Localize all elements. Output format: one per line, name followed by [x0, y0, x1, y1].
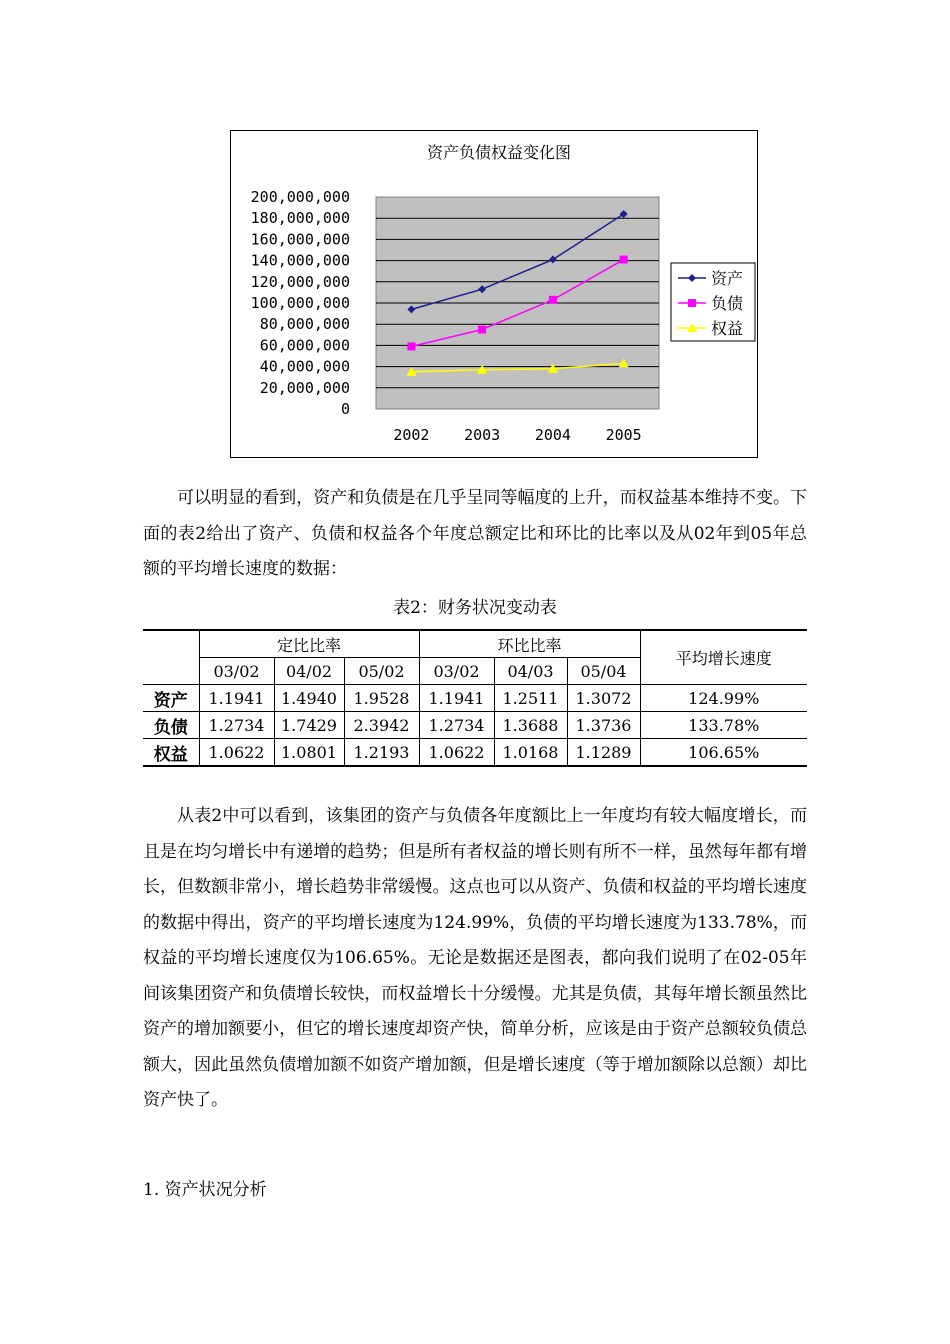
y-tick-label: 200,000,000	[250, 188, 350, 206]
paragraph-1: 可以明显的看到，资产和负债是在几乎呈同等幅度的上升，而权益基本维持不变。下面的表2给出了资产、负债和权益各个年度总额定比和环比的比率以及从02年到05年总额的平均增长速度的数据：	[143, 488, 807, 579]
y-tick-label: 60,000,000	[259, 336, 350, 355]
table-cell: 1.2734	[199, 712, 274, 739]
section-heading: 1. 资产状况分析	[143, 1180, 267, 1200]
line-chart	[230, 130, 758, 458]
subheader-cell: 03/02	[419, 658, 494, 685]
legend-label: 负债	[711, 294, 744, 313]
y-tick-label: 180,000,000	[250, 209, 350, 228]
row-label: 权益	[143, 739, 199, 767]
y-tick-label: 100,000,000	[250, 294, 350, 312]
header-fixed-ratio: 定比比率	[199, 630, 419, 658]
subheader-cell: 04/03	[494, 658, 567, 685]
header-chain-ratio: 环比比率	[419, 630, 640, 658]
table-cell: 1.0168	[494, 739, 567, 767]
data-point	[478, 326, 486, 334]
subheader-cell: 05/02	[344, 658, 419, 685]
table-cell: 1.0622	[419, 739, 494, 767]
row-label: 负债	[143, 712, 199, 739]
table-corner-cell	[143, 630, 199, 685]
y-axis-ticks	[251, 188, 350, 418]
y-tick-label: 40,000,000	[259, 357, 350, 376]
legend-label: 权益	[711, 319, 744, 338]
table-cell: 1.0622	[199, 739, 274, 767]
table-row-equity	[143, 739, 807, 767]
chart-svg	[231, 131, 759, 459]
data-point	[407, 342, 415, 350]
x-tick-label: 2005	[605, 426, 642, 444]
table-cell: 1.2734	[419, 712, 494, 739]
table-cell: 1.1289	[567, 739, 640, 767]
table-cell: 2.3942	[344, 712, 419, 739]
y-tick-label: 120,000,000	[250, 272, 350, 291]
paragraph-2: 从表2中可以看到，该集团的资产与负债各年度额比上一年度均有较大幅度增长，而且是在均匀增长中有递增的趋势；但是所有者权益的增长则有所不一样，虽然每年都有增长，但数额非常小，增长趋势非常缓慢。这点也可以从资产、负债和权益的平均增长速度的数据中得出，资产的平均增长速度为124.99%，负债的平均增长速度为133.78%，而权益的平均增长速度仅为106.65%。无论是数据还是图表，都向我们说明了在02-05年间该集团资产和负债增长较快，而权益增长十分缓慢。尤其是负债，其每年增长额虽然比资产的增加额要小，但它的增长速度却资产快，简单分析，应该是由于资产总额较负债总额大，因此虽然负债增加额不如资产增加额，但是增长速度（等于增加额除以总额）却比资产快了。	[143, 806, 807, 1110]
chart-title: 资产负债权益变化图	[426, 143, 572, 162]
table-cell-avg: 124.99%	[640, 685, 807, 712]
data-point	[620, 256, 628, 264]
table-cell: 1.1941	[199, 685, 274, 712]
table-header-row-1	[143, 630, 807, 658]
subheader-cell: 04/02	[274, 658, 344, 685]
table-cell: 1.4940	[274, 685, 344, 712]
table-cell: 1.2193	[344, 739, 419, 767]
table-row-assets	[143, 685, 807, 712]
table-row-liabilities	[143, 712, 807, 739]
y-tick-label: 0	[340, 400, 350, 418]
x-axis-ticks	[393, 426, 641, 444]
table-caption: 表2：财务状况变动表	[393, 598, 557, 618]
y-tick-label: 20,000,000	[259, 378, 350, 397]
table-cell-avg: 133.78%	[640, 712, 807, 739]
y-tick-label: 160,000,000	[250, 230, 350, 249]
table-cell: 1.1941	[419, 685, 494, 712]
data-point	[688, 299, 696, 307]
table-cell: 1.0801	[274, 739, 344, 767]
table-cell: 1.3736	[567, 712, 640, 739]
header-avg-growth: 平均增长速度	[640, 630, 807, 685]
table-cell-avg: 106.65%	[640, 739, 807, 767]
x-tick-label: 2003	[464, 426, 501, 444]
financial-change-table	[143, 629, 807, 767]
y-tick-label: 140,000,000	[250, 251, 350, 270]
row-label: 资产	[143, 685, 199, 712]
subheader-cell: 05/04	[567, 658, 640, 685]
subheader-cell: 03/02	[199, 658, 274, 685]
table-cell: 1.7429	[274, 712, 344, 739]
x-tick-label: 2004	[534, 426, 571, 444]
legend-label: 资产	[711, 269, 744, 288]
table-cell: 1.2511	[494, 685, 567, 712]
table-cell: 1.3688	[494, 712, 567, 739]
data-point	[549, 296, 557, 304]
y-tick-label: 80,000,000	[259, 315, 350, 334]
table-cell: 1.3072	[567, 685, 640, 712]
x-tick-label: 2002	[393, 426, 430, 444]
table-cell: 1.9528	[344, 685, 419, 712]
